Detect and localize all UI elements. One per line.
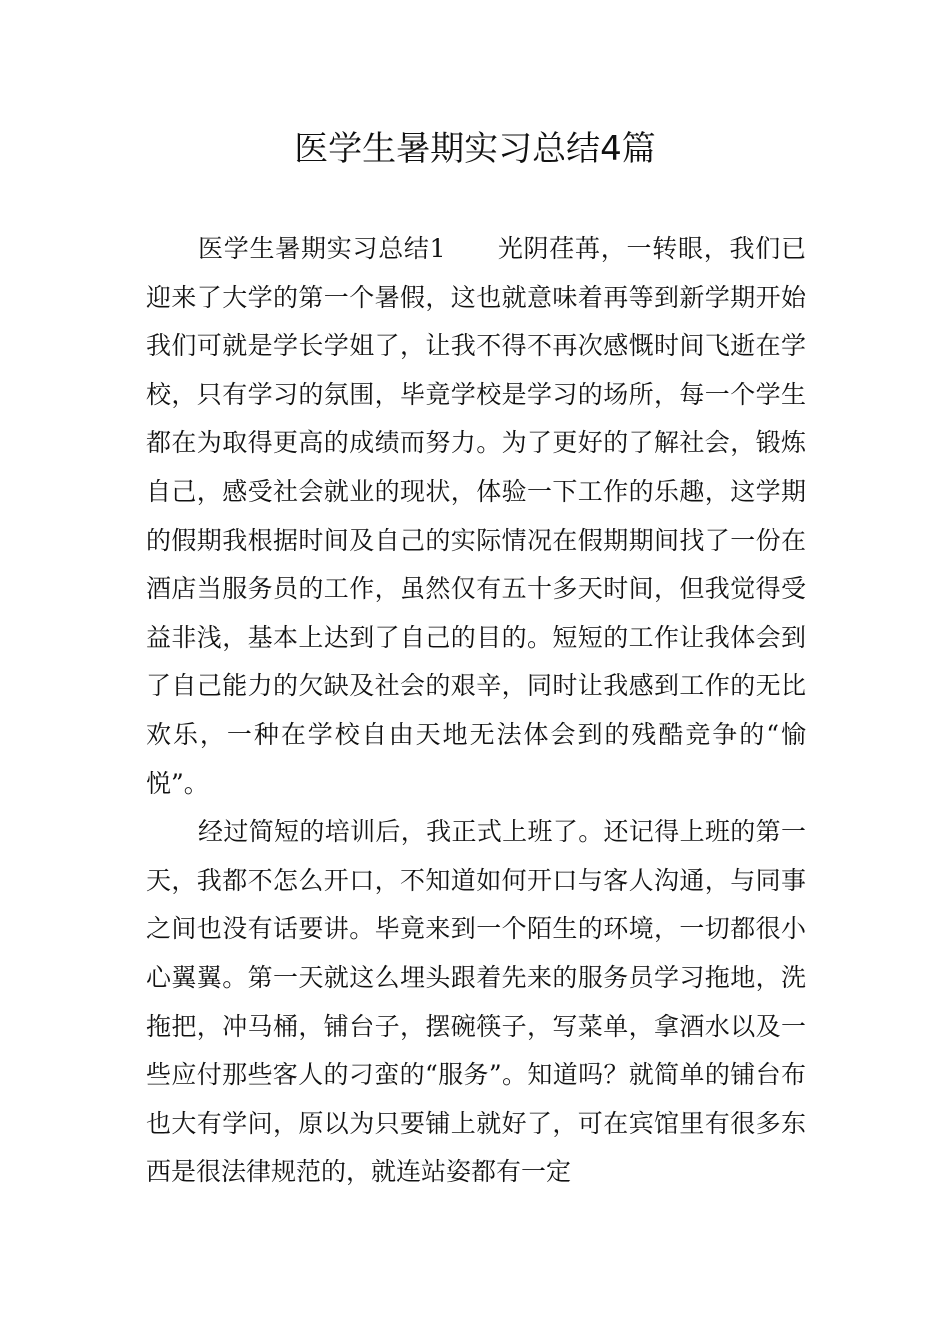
paragraph-2: 经过简短的培训后，我正式上班了。还记得上班的第一天，我都不怎么开口，不知道如何开口与客人沟通，与同事之间也没有话要讲。毕竟来到一个陌生的环境，一切都很小心翼翼。第一天就这么埋头跟着先来的服务员学习拖地，洗拖把，冲马桶，铺台子，摆碗筷子，写菜单，拿酒水以及一些应付那些客人的刁蛮的“服务”。知道吗？就简单的铺台布也大有学问，原以为只要铺上就好了，可在宾馆里有很多东西是很法律规范的，就连站姿都有一定 (146, 817, 806, 1187)
document-title: 医学生暑期实习总结4篇 (294, 129, 656, 169)
paragraph-1 (146, 225, 806, 808)
section-heading: 医学生暑期实习总结1 (198, 234, 446, 263)
heading-gap (446, 234, 498, 263)
paragraph-1-text: 光阴荏苒，一转眼，我们已迎来了大学的第一个暑假，这也就意味着再等到新学期开始我们可就是学长学姐了，让我不得不再次感慨时间飞逝在学校，只有学习的氛围，毕竟学校是学习的场所，每一个学生都在为取得更高的成绩而努力。为了更好的了解社会，锻炼自己，感受社会就业的现状，体验一下工作的乐趣，这学期的假期我根据时间及自己的实际情况在假期期间找了一份在酒店当服务员的工作，虽然仅有五十多天时间，但我觉得受益非浅，基本上达到了自己的目的。短短的工作让我体会到了自己能力的欠缺及社会的艰辛，同时让我感到工作的无比欢乐，一种在学校自由天地无法体会到的残酷竞争的“愉悦”。 (146, 234, 806, 798)
document-body (146, 225, 806, 1197)
